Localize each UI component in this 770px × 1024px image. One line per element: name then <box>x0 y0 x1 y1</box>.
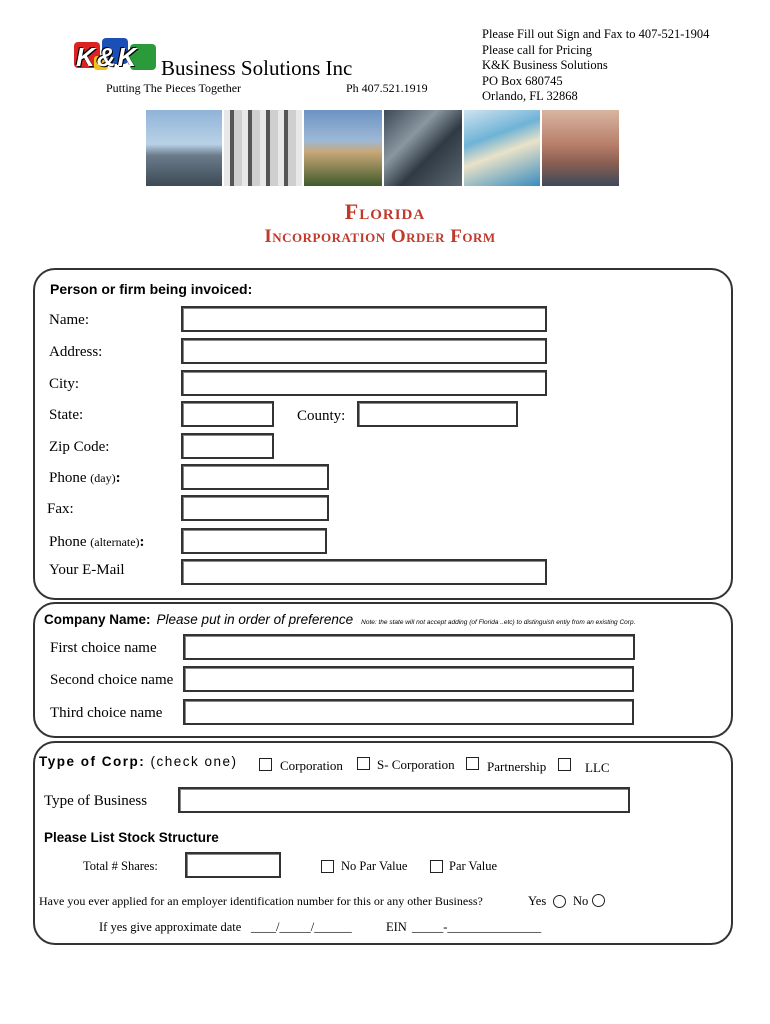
s-corporation-option-label: S- Corporation <box>377 757 455 772</box>
phone-day-label: Phone (day): <box>49 470 121 486</box>
address-field[interactable] <box>181 338 547 364</box>
ein-label: EIN <box>386 920 407 934</box>
contact-line: Orlando, FL 32868 <box>482 89 578 103</box>
partnership-checkbox[interactable] <box>466 757 479 770</box>
ein-no-radio[interactable] <box>592 894 605 907</box>
email-label: Your E-Mail <box>49 562 125 578</box>
city-field[interactable] <box>181 370 547 396</box>
photo-capitol <box>304 110 382 186</box>
corp-heading: Type of Corp: <box>39 754 146 769</box>
no-par-label: No Par Value <box>341 859 408 873</box>
company-instruction: Please put in order of preference <box>156 612 354 627</box>
county-field[interactable] <box>357 401 518 427</box>
address-label: Address: <box>49 344 103 360</box>
stock-heading: Please List Stock Structure <box>44 830 219 845</box>
photo-office-tower <box>224 110 302 186</box>
llc-checkbox[interactable] <box>558 758 571 771</box>
state-label: State: <box>49 407 84 423</box>
phone-alt-label-text: Phone <box>49 534 87 550</box>
logo <box>72 36 162 76</box>
first-choice-label: First choice name <box>50 640 157 656</box>
par-checkbox[interactable] <box>430 860 443 873</box>
logo-text: K&K <box>76 42 139 72</box>
contact-line: K&K Business Solutions <box>482 58 608 72</box>
ein-yes-label: Yes <box>528 894 547 908</box>
first-choice-field[interactable] <box>183 634 635 660</box>
company-heading: Company Name: <box>44 612 151 627</box>
contact-line: PO Box 680745 <box>482 73 563 88</box>
zip-label: Zip Code: <box>49 439 110 455</box>
invoice-heading: Person or firm being invoiced: <box>50 281 253 297</box>
business-type-label: Type of Business <box>44 793 148 809</box>
third-choice-label: Third choice name <box>50 705 163 721</box>
photo-city-skyline <box>146 110 222 186</box>
form-title-line1: Florida <box>344 199 426 224</box>
llc-option-label: LLC <box>585 760 610 775</box>
par-label: Par Value <box>449 859 498 873</box>
contact-block <box>482 27 709 105</box>
name-field[interactable] <box>181 306 547 332</box>
s-corporation-checkbox[interactable] <box>357 757 370 770</box>
phone-day-label-text: Phone <box>49 470 87 486</box>
phone-alt-label-sub: (alternate) <box>90 535 140 549</box>
contact-line: Please Fill out Sign and Fax to 407-521-1904 <box>482 27 710 41</box>
third-choice-field[interactable] <box>183 699 634 725</box>
phone-alt-label: Phone (alternate): <box>49 534 145 550</box>
zip-field[interactable] <box>181 433 274 459</box>
company-heading-row <box>44 611 635 629</box>
corp-check-hint: (check one) <box>150 754 238 769</box>
ein-no-label: No <box>573 894 589 908</box>
corporation-option-label: Corporation <box>280 758 343 773</box>
second-choice-label: Second choice name <box>50 672 174 688</box>
corp-heading-row <box>39 754 238 769</box>
tagline: Putting The Pieces Together <box>106 81 242 95</box>
form-title-line2: Incorporation Order Form <box>264 226 496 247</box>
ein-question: Have you ever applied for an employer identification number for this or any other Business? <box>39 894 483 908</box>
company-name: Business Solutions Inc <box>161 56 353 80</box>
ein-yes-radio[interactable] <box>553 895 566 908</box>
phone-number: Ph 407.521.1919 <box>346 81 428 95</box>
photo-beach <box>464 110 540 186</box>
email-field[interactable] <box>181 559 547 585</box>
shares-label: Total # Shares: <box>83 859 158 873</box>
shares-field[interactable] <box>185 852 281 878</box>
date-label: If yes give approximate date <box>99 920 242 934</box>
second-choice-field[interactable] <box>183 666 634 692</box>
contact-line: Please call for Pricing <box>482 42 593 57</box>
county-label: County: <box>297 408 346 424</box>
name-label: Name: <box>49 312 89 328</box>
business-type-field[interactable] <box>178 787 630 813</box>
company-note: Note: the state will not accept adding (of Florida ..etc) to distinguish entiy from an existing Corp. <box>361 619 636 626</box>
fax-label: Fax: <box>47 501 74 517</box>
partnership-option-label: Partnership <box>487 759 547 774</box>
phone-alt-field[interactable] <box>181 528 327 554</box>
photo-aerial <box>384 110 462 186</box>
state-field[interactable] <box>181 401 274 427</box>
no-par-checkbox[interactable] <box>321 860 334 873</box>
ein-blank[interactable]: _____-_______________ <box>412 920 542 934</box>
phone-day-field[interactable] <box>181 464 329 490</box>
corporation-checkbox[interactable] <box>259 758 272 771</box>
date-blank[interactable]: ____/_____/______ <box>251 920 352 934</box>
fax-field[interactable] <box>181 495 329 521</box>
photo-skyscrapers <box>542 110 619 186</box>
phone-day-label-sub: (day) <box>90 471 116 485</box>
city-label: City: <box>49 376 80 392</box>
